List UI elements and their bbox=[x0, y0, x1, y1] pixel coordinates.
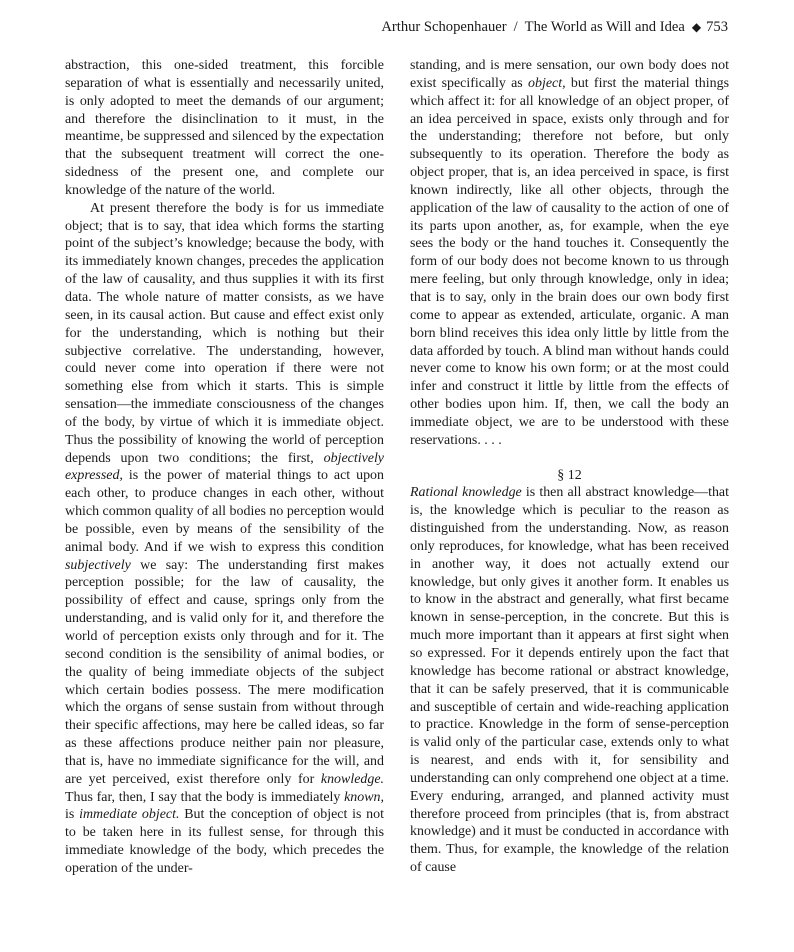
paragraph bbox=[65, 57, 384, 200]
text-run: is the power of material things to act upon each other, to produce changes in each other, without which common quality of all bodies no perception would be possible, even by means of the sensibility of the animal body. And if we wish to express this condition bbox=[65, 468, 384, 555]
italic-text: subjectively bbox=[65, 557, 131, 573]
italic-text: knowledge. bbox=[320, 771, 384, 787]
text-run: But the conception of object is not to be taken here in its fullest sense, for through this immediate knowledge of the body, which precedes the operation of the under- bbox=[65, 807, 384, 876]
italic-text: immediate object. bbox=[79, 807, 180, 823]
right-column bbox=[410, 57, 729, 877]
italic-text: known, bbox=[344, 789, 384, 805]
text-run: At present therefore the body is for us immediate object; that is to say, that idea which forms the starting point of the subject’s knowledge; because the body, with its immediately known changes, precedes the application of the law of causality, and thus supplies it with its first data. The whole nature of matter consists, as we have seen, in its causal action. But cause and effect exist only for the understanding, which is nothing but their subjective correlative. The understanding, however, could never come into operation if there were not something else from which it starts. This is simple sensation—the immediate consciousness of the changes of the body, by virtue of which it is immediate object. Thus the possibility of knowing the world of perception depends upon two conditions; the first, bbox=[65, 200, 384, 466]
text-run: but first the material things which affect it: for all knowledge of an object proper, of an idea perceived in space, exists only through and for the understanding; therefore not before, but only subsequently to its operation. Therefore the body as object proper, that is, an idea perceived in space, is first known indirectly, like all other objects, through the application of the law of causality to the action of one of its parts upon another, as, for example, when the eye sees the body or the hand touches it. Consequently the form of our body does not become known to us through mere feeling, but only through knowledge, only in idea; that is to say, only in the brain does our own body first come to appear as extended, articulate, organic. A man born blind receives this idea only little by little from the data afforded by touch. A blind man without hands could never come to know his own form; or at the most could infer and construct it little by little from the effects of other bodies upon him. If, then, we call the body an immediate object, we are to be understood with these reservations. . . . bbox=[410, 75, 729, 448]
paragraph bbox=[410, 57, 729, 450]
italic-text: object, bbox=[528, 75, 566, 91]
header-separator: / bbox=[513, 19, 518, 35]
paragraph bbox=[410, 484, 729, 877]
paragraph bbox=[65, 200, 384, 878]
header-title: The World as Will and Idea bbox=[524, 19, 685, 35]
left-column bbox=[65, 57, 384, 878]
diamond-ornament-icon: ◆ bbox=[691, 20, 702, 34]
text-run: is bbox=[65, 807, 80, 823]
text-run: standing, and is mere sensation, our own body does not exist specifically as bbox=[410, 58, 729, 91]
text-run: abstraction, this one-sided treatment, this forcible separation of what is essentially and necessarily united, is only adopted to meet the demands of our argument; and therefore the disinclination to it must, in the meantime, be suppressed and silenced by the expectation that the subsequent treatment will correct the one-sidedness of the present one, and complete our knowledge of the nature of the world. bbox=[65, 58, 384, 198]
text-run: we say: The understanding first makes perception possible; for the law of causality, the possibility of effect and cause, springs only from the understanding, and is valid only for it, and therefore the world of perception exists only through and for it. The second condition is the sensibility of animal bodies, or the quality of being immediate objects of the subject which certain bodies possess. The mere modification which the organs of sense sustain from without through their specific affections, may here be called ideas, so far as these affections produce neither pain nor pleasure, that is, have no immediate significance for the will, and are yet perceived, exist therefore only for bbox=[65, 557, 384, 787]
page-number: 753 bbox=[706, 19, 728, 35]
text-run: Thus far, then, I say that the body is immediately bbox=[65, 789, 345, 805]
running-header bbox=[381, 19, 728, 36]
header-author: Arthur Schopenhauer bbox=[381, 19, 507, 35]
italic-text: Rational knowledge bbox=[410, 485, 522, 501]
section-heading: § 12 bbox=[557, 467, 582, 483]
text-run: is then all abstract knowledge—that is, the knowledge which is peculiar to the reason as distinguished from the understanding. Now, as reason only reproduces, for knowledge, what has been received in another way, it does not actually extend our knowledge, but only gives it another form. It enables us to know in the abstract and generally, what first became known in sense-perception, in the concrete. But this is much more important than it appears at first sight when so expressed. For it depends entirely upon the fact that knowledge has become rational or abstract knowledge, that it can be safely preserved, that it is communicable and susceptible of certain and wide-reaching application to practice. Knowledge in the form of sense-perception is valid only of the particular case, extends only to what is nearest, and ends with it, for sensibility and understanding can only comprehend one object at a time. Every enduring, arranged, and planned activity must therefore proceed from principles (that is, from abstract knowledge) and it must be conducted in accordance with them. Thus, for example, the knowledge of the relation of cause bbox=[410, 485, 729, 876]
italic-text: objectively expressed, bbox=[65, 450, 384, 484]
